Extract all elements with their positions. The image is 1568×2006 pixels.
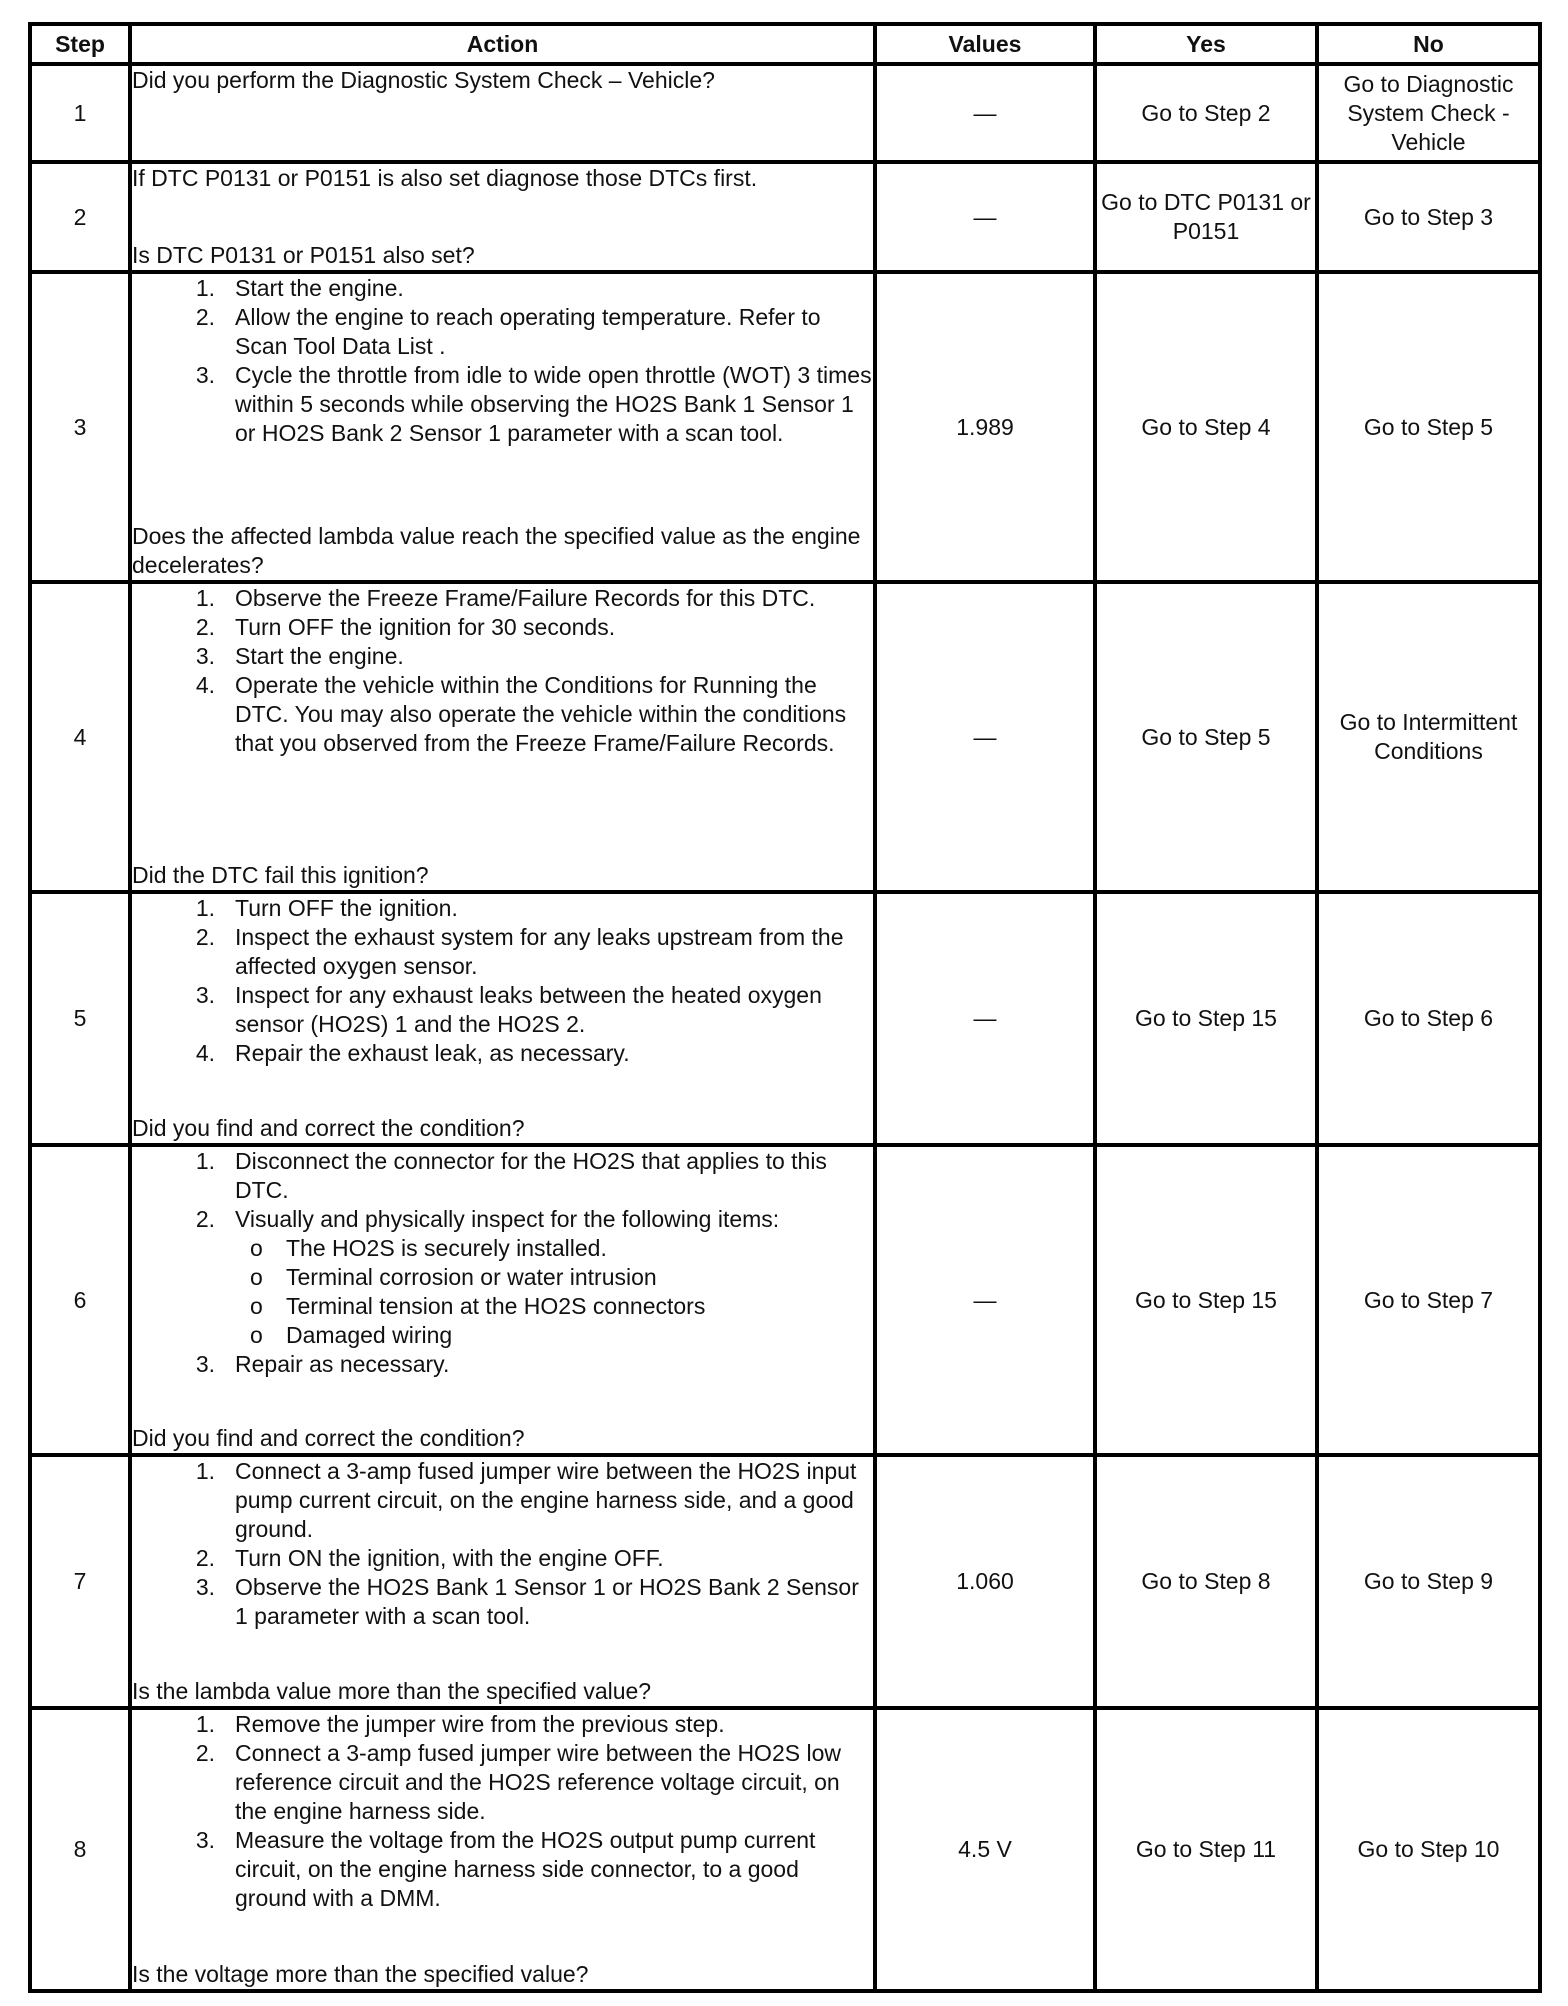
action-cell	[130, 272, 875, 582]
action-step-text: Visually and physically inspect for the following items:	[235, 1206, 780, 1232]
table-row	[30, 1145, 1540, 1455]
action-step-text: Remove the jumper wire from the previous step.	[235, 1711, 725, 1737]
action-step-number: 1.	[195, 275, 215, 301]
action-step-text: Observe the HO2S Bank 1 Sensor 1 or HO2S Bank 2 Sensor 1 parameter with a scan tool.	[235, 1574, 859, 1629]
step-number: 6	[30, 1145, 130, 1455]
action-steps	[132, 274, 873, 448]
yes-cell: Go to Step 11	[1095, 1708, 1317, 1991]
action-intro: Did you perform the Diagnostic System Check – Vehicle?	[132, 67, 715, 93]
action-step	[132, 1544, 873, 1573]
action-step-number: 1.	[195, 895, 215, 921]
inspection-item	[132, 1234, 873, 1263]
action-step	[132, 894, 873, 923]
action-step-text: Turn OFF the ignition.	[235, 895, 458, 921]
action-step-body	[235, 1826, 873, 1913]
action-step-body	[235, 361, 873, 448]
action-step	[132, 1457, 873, 1544]
action-step-number: 1.	[195, 1148, 215, 1174]
header-action: Action	[130, 24, 875, 64]
no-cell: Go to Step 10	[1317, 1708, 1540, 1991]
yes-cell: Go to Step 8	[1095, 1455, 1317, 1708]
action-step	[132, 1039, 873, 1068]
no-cell: Go to Intermittent Conditions	[1317, 582, 1540, 892]
step-number: 7	[30, 1455, 130, 1708]
step-number: 2	[30, 162, 130, 272]
table-row	[30, 1455, 1540, 1708]
inspection-item	[132, 1321, 873, 1350]
action-step-text: Start the engine.	[235, 275, 404, 301]
no-cell: Go to Step 3	[1317, 162, 1540, 272]
action-step-body	[235, 642, 873, 671]
action-steps	[132, 894, 873, 1068]
yes-cell: Go to DTC P0131 or P0151	[1095, 162, 1317, 272]
action-step	[132, 1147, 873, 1205]
bullet-icon: o	[250, 1322, 263, 1348]
table-row	[30, 64, 1540, 162]
action-cell	[130, 1145, 875, 1455]
step-number: 5	[30, 892, 130, 1145]
header-values: Values	[875, 24, 1095, 64]
action-cell	[130, 1708, 875, 1991]
action-step-body	[235, 1350, 873, 1379]
spacer	[132, 1379, 873, 1424]
value-cell: —	[875, 582, 1095, 892]
diagnostic-table	[28, 22, 1542, 1993]
action-steps	[132, 584, 873, 758]
table-row	[30, 1708, 1540, 1991]
action-step-body	[235, 1573, 873, 1631]
action-step-text: Operate the vehicle within the Conditions for Running the DTC. You may also operate the vehicle within the conditions that you observed from the Freeze Frame/Failure Records.	[235, 672, 847, 756]
action-cell	[130, 892, 875, 1145]
value-cell: 4.5 V	[875, 1708, 1095, 1991]
action-step-number: 2.	[195, 304, 215, 330]
spacer	[132, 758, 873, 861]
inspection-item	[132, 1292, 873, 1321]
action-step	[132, 303, 873, 361]
action-question: Did you find and correct the condition?	[132, 1425, 525, 1451]
action-step-number: 3.	[195, 982, 215, 1008]
inspection-item-text: Damaged wiring	[286, 1322, 453, 1348]
action-step	[132, 1710, 873, 1739]
action-step-number: 4.	[195, 672, 215, 698]
action-step-text: Disconnect the connector for the HO2S that applies to this DTC.	[235, 1148, 827, 1203]
action-step-body	[235, 1710, 873, 1739]
no-cell: Go to Step 7	[1317, 1145, 1540, 1455]
no-cell: Go to Step 5	[1317, 272, 1540, 582]
action-step-text: Inspect for any exhaust leaks between the heated oxygen sensor (HO2S) 1 and the HO2S 2.	[235, 982, 822, 1037]
action-step-body	[235, 274, 873, 303]
header-yes: Yes	[1095, 24, 1317, 64]
action-step-number: 2.	[195, 614, 215, 640]
action-question: Does the affected lambda value reach the specified value as the engine decelerates?	[132, 523, 861, 578]
action-cell	[130, 582, 875, 892]
action-content	[132, 584, 873, 890]
action-steps	[132, 1710, 873, 1913]
action-cell	[130, 162, 875, 272]
action-step	[132, 923, 873, 981]
action-step-number: 2.	[195, 1740, 215, 1766]
action-step-text: Repair as necessary.	[235, 1351, 450, 1377]
action-step	[132, 584, 873, 613]
action-step	[132, 613, 873, 642]
inspection-item-text: The HO2S is securely installed.	[286, 1235, 607, 1261]
action-content	[132, 1710, 873, 1989]
action-step-body	[235, 981, 873, 1039]
action-step-body	[235, 1739, 873, 1826]
action-step	[132, 274, 873, 303]
yes-cell: Go to Step 5	[1095, 582, 1317, 892]
action-step-body	[235, 584, 873, 613]
yes-cell: Go to Step 4	[1095, 272, 1317, 582]
action-step-number: 2.	[195, 1545, 215, 1571]
inspection-item	[132, 1263, 873, 1292]
action-step	[132, 1739, 873, 1826]
step-number: 4	[30, 582, 130, 892]
action-step	[132, 1573, 873, 1631]
spacer	[132, 1068, 873, 1114]
action-content	[132, 1147, 873, 1453]
yes-cell: Go to Step 15	[1095, 1145, 1317, 1455]
table-row	[30, 892, 1540, 1145]
action-step	[132, 1350, 873, 1379]
action-question: Is the lambda value more than the specified value?	[132, 1678, 652, 1704]
value-cell: 1.989	[875, 272, 1095, 582]
action-step-text: Connect a 3-amp fused jumper wire between the HO2S input pump current circuit, on the engine harness side, and a good ground.	[235, 1458, 857, 1542]
action-step-body	[235, 671, 873, 758]
action-step	[132, 1205, 873, 1234]
action-question: Is DTC P0131 or P0151 also set?	[132, 242, 475, 268]
action-step	[132, 671, 873, 758]
action-step-number: 3.	[195, 1574, 215, 1600]
action-step-number: 1.	[195, 585, 215, 611]
yes-cell: Go to Step 15	[1095, 892, 1317, 1145]
action-content	[132, 66, 873, 160]
action-step-body	[235, 1544, 873, 1573]
action-question: Did you find and correct the condition?	[132, 1115, 525, 1141]
action-step-number: 3.	[195, 643, 215, 669]
yes-cell: Go to Step 2	[1095, 64, 1317, 162]
inspection-item-text: Terminal tension at the HO2S connectors	[286, 1293, 706, 1319]
action-step-number: 1.	[195, 1711, 215, 1737]
action-step-text: Measure the voltage from the HO2S output pump current circuit, on the engine harness side connector, to a good ground with a DMM.	[235, 1827, 816, 1911]
bullet-icon: o	[250, 1293, 263, 1319]
action-step-text: Turn OFF the ignition for 30 seconds.	[235, 614, 616, 640]
action-step	[132, 1826, 873, 1913]
header-step: Step	[30, 24, 130, 64]
header-no: No	[1317, 24, 1540, 64]
inspection-items	[132, 1234, 873, 1350]
spacer	[132, 95, 873, 160]
value-cell: 1.060	[875, 1455, 1095, 1708]
action-content	[132, 164, 873, 270]
action-step	[132, 361, 873, 448]
value-cell: —	[875, 64, 1095, 162]
action-step-body	[235, 1457, 873, 1544]
step-number: 3	[30, 272, 130, 582]
action-steps	[132, 1457, 873, 1631]
action-step-text: Observe the Freeze Frame/Failure Records for this DTC.	[235, 585, 816, 611]
action-content	[132, 894, 873, 1143]
step-number: 1	[30, 64, 130, 162]
table-row	[30, 582, 1540, 892]
action-step-number: 1.	[195, 1458, 215, 1484]
action-cell	[130, 1455, 875, 1708]
action-step-number: 3.	[195, 1351, 215, 1377]
value-cell: —	[875, 162, 1095, 272]
action-intro: If DTC P0131 or P0151 is also set diagnose those DTCs first.	[132, 165, 758, 191]
action-step-text: Connect a 3-amp fused jumper wire between the HO2S low reference circuit and the HO2S reference voltage circuit, on the engine harness side.	[235, 1740, 841, 1824]
action-step-body	[235, 894, 873, 923]
action-step-body	[235, 923, 873, 981]
inspection-item-text: Terminal corrosion or water intrusion	[286, 1264, 657, 1290]
no-cell: Go to Step 9	[1317, 1455, 1540, 1708]
bullet-icon: o	[250, 1264, 263, 1290]
value-cell: —	[875, 892, 1095, 1145]
no-cell: Go to Diagnostic System Check - Vehicle	[1317, 64, 1540, 162]
sub-list-wrapper	[132, 1234, 873, 1350]
action-content	[132, 274, 873, 580]
action-content	[132, 1457, 873, 1706]
table-row	[30, 272, 1540, 582]
action-step-number: 2.	[195, 1206, 215, 1232]
action-step-number: 3.	[195, 1827, 215, 1853]
action-question: Did the DTC fail this ignition?	[132, 862, 429, 888]
action-cell	[130, 64, 875, 162]
action-step-number: 4.	[195, 1040, 215, 1066]
no-cell: Go to Step 6	[1317, 892, 1540, 1145]
action-step	[132, 642, 873, 671]
spacer	[132, 1631, 873, 1677]
action-step-text: Inspect the exhaust system for any leaks upstream from the affected oxygen sensor.	[235, 924, 844, 979]
spacer	[132, 193, 873, 241]
action-step-text: Start the engine.	[235, 643, 404, 669]
table-row	[30, 162, 1540, 272]
bullet-icon: o	[250, 1235, 263, 1261]
action-step-text: Turn ON the ignition, with the engine OFF.	[235, 1545, 664, 1571]
spacer	[132, 1913, 873, 1960]
action-step-body	[235, 1205, 873, 1234]
action-step-body	[235, 1147, 873, 1205]
spacer	[132, 448, 873, 522]
value-cell: —	[875, 1145, 1095, 1455]
action-step-number: 3.	[195, 362, 215, 388]
action-question: Is the voltage more than the specified value?	[132, 1961, 589, 1987]
action-step-body	[235, 613, 873, 642]
action-step-text: Cycle the throttle from idle to wide open throttle (WOT) 3 times within 5 seconds while observing the HO2S Bank 1 Sensor 1 or HO2S Bank 2 Sensor 1 parameter with a scan tool.	[235, 362, 872, 446]
action-step-number: 2.	[195, 924, 215, 950]
action-steps	[132, 1147, 873, 1379]
action-step-body	[235, 303, 873, 361]
action-step-text: Repair the exhaust leak, as necessary.	[235, 1040, 630, 1066]
step-number: 8	[30, 1708, 130, 1991]
action-step-text: Allow the engine to reach operating temperature. Refer to Scan Tool Data List .	[235, 304, 821, 359]
action-step-body	[235, 1039, 873, 1068]
action-step	[132, 981, 873, 1039]
header-row	[30, 24, 1540, 64]
